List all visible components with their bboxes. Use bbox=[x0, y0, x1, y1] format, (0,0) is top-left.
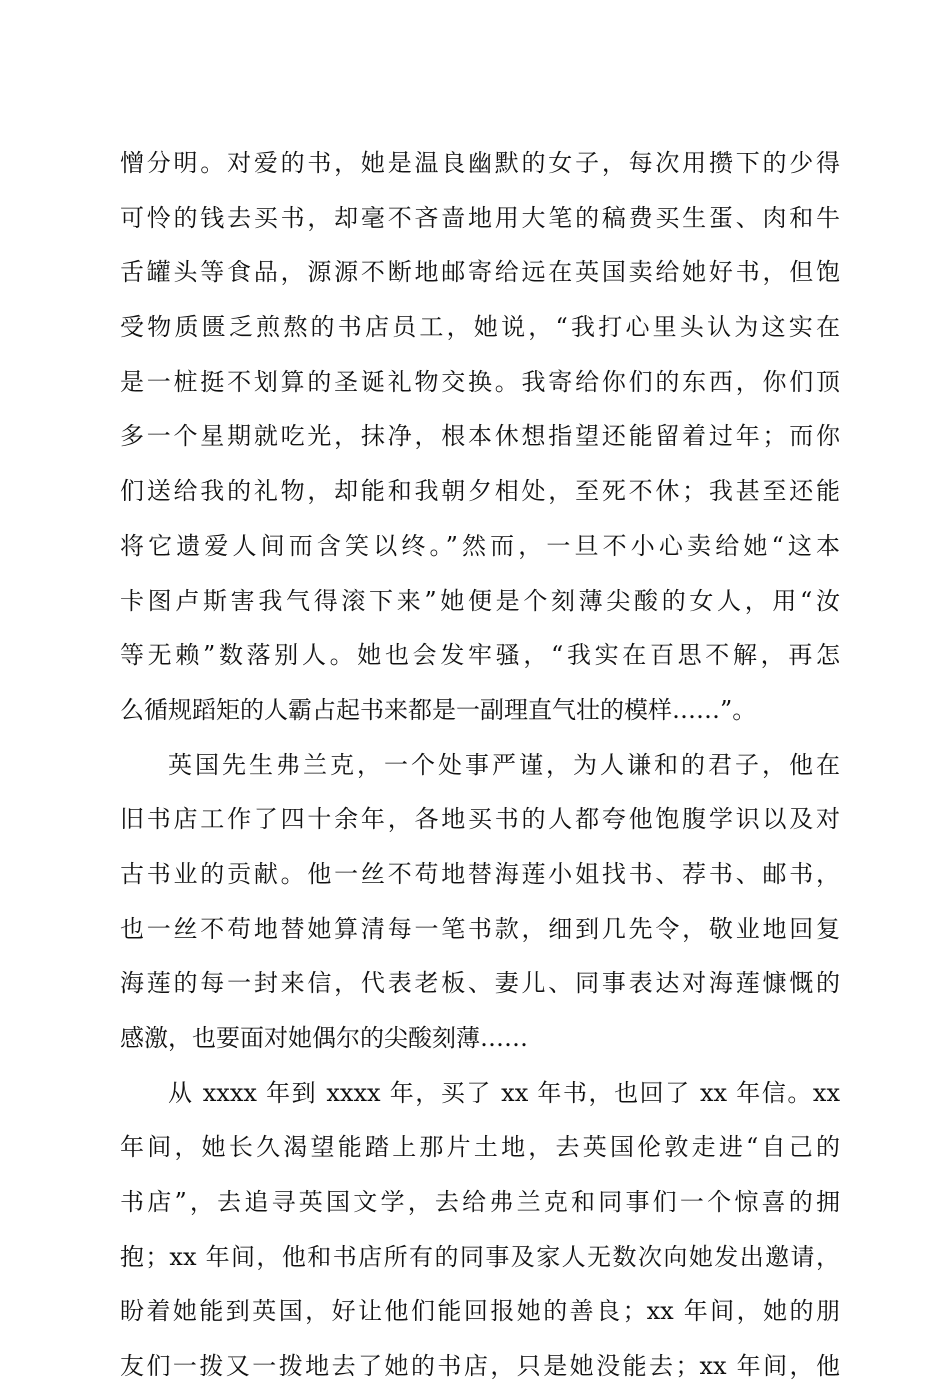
body-text bbox=[120, 136, 840, 1394]
text-line: 海莲的每一封来信，代表老板、妻儿、同事表达对海莲慷慨的 bbox=[120, 969, 840, 998]
text-line: 将它遗爱人间而含笑以终。”然而，一旦不小心卖给她“这本 bbox=[120, 531, 840, 560]
text-line: 憎分明。对爱的书，她是温良幽默的女子，每次用攒下的少得 bbox=[120, 149, 840, 177]
text-line: 从 xxxx 年到 xxxx 年，买了 xx 年书，也回了 xx 年信。xx bbox=[168, 1078, 840, 1107]
text-line: 盼着她能到英国，好让他们能回报她的善良；xx 年间，她的朋 bbox=[120, 1297, 840, 1326]
text-line: 感激，也要面对她偶尔的尖酸刻薄…… bbox=[120, 1024, 528, 1052]
text-line: 抱；xx 年间，他和书店所有的同事及家人无数次向她发出邀请， bbox=[120, 1242, 840, 1271]
text-line: 旧书店工作了四十余年，各地买书的人都夸他饱腹学识以及对 bbox=[120, 805, 840, 834]
text-line: 是一桩挺不划算的圣诞礼物交换。我寄给你们的东西，你们顶 bbox=[120, 367, 840, 396]
text-line: 也一丝不苟地替她算清每一笔书款，细到几先令，敬业地回复 bbox=[120, 914, 840, 943]
text-line: 可怜的钱去买书，却毫不吝啬地用大笔的稿费买生蛋、肉和牛 bbox=[120, 203, 840, 232]
text-line: 么循规蹈矩的人霸占起书来都是一副理直气壮的模样……”。 bbox=[120, 695, 757, 724]
text-line: 古书业的贡献。他一丝不苟地替海莲小姐找书、荐书、邮书， bbox=[120, 859, 840, 888]
text-line: 舌罐头等食品，源源不断地邮寄给远在英国卖给她好书，但饱 bbox=[120, 258, 840, 287]
text-line: 卡图卢斯害我气得滚下来”她便是个刻薄尖酸的女人，用“汝 bbox=[120, 586, 840, 615]
paragraph-2 bbox=[120, 738, 840, 1066]
text-line: 书店”，去追寻英国文学，去给弗兰克和同事们一个惊喜的拥 bbox=[120, 1188, 840, 1217]
text-line: 友们一拨又一拨地去了她的书店，只是她没能去；xx 年间，他 bbox=[120, 1352, 840, 1381]
paragraph-1 bbox=[120, 136, 840, 738]
paragraph-3 bbox=[120, 1066, 840, 1394]
text-line: 等无赖”数落别人。她也会发牢骚，“我实在百思不解，再怎 bbox=[120, 641, 840, 670]
text-line: 多一个星期就吃光，抹净，根本休想指望还能留着过年；而你 bbox=[120, 422, 840, 451]
text-line: 受物质匮乏煎熬的书店员工，她说，“我打心里头认为这实在 bbox=[120, 313, 840, 342]
text-line: 们送给我的礼物，却能和我朝夕相处，至死不休；我甚至还能 bbox=[120, 477, 840, 506]
text-line: 年间，她长久渴望能踏上那片土地，去英国伦敦走进“自己的 bbox=[120, 1133, 840, 1162]
text-line: 英国先生弗兰克，一个处事严谨，为人谦和的君子，他在 bbox=[168, 750, 840, 779]
